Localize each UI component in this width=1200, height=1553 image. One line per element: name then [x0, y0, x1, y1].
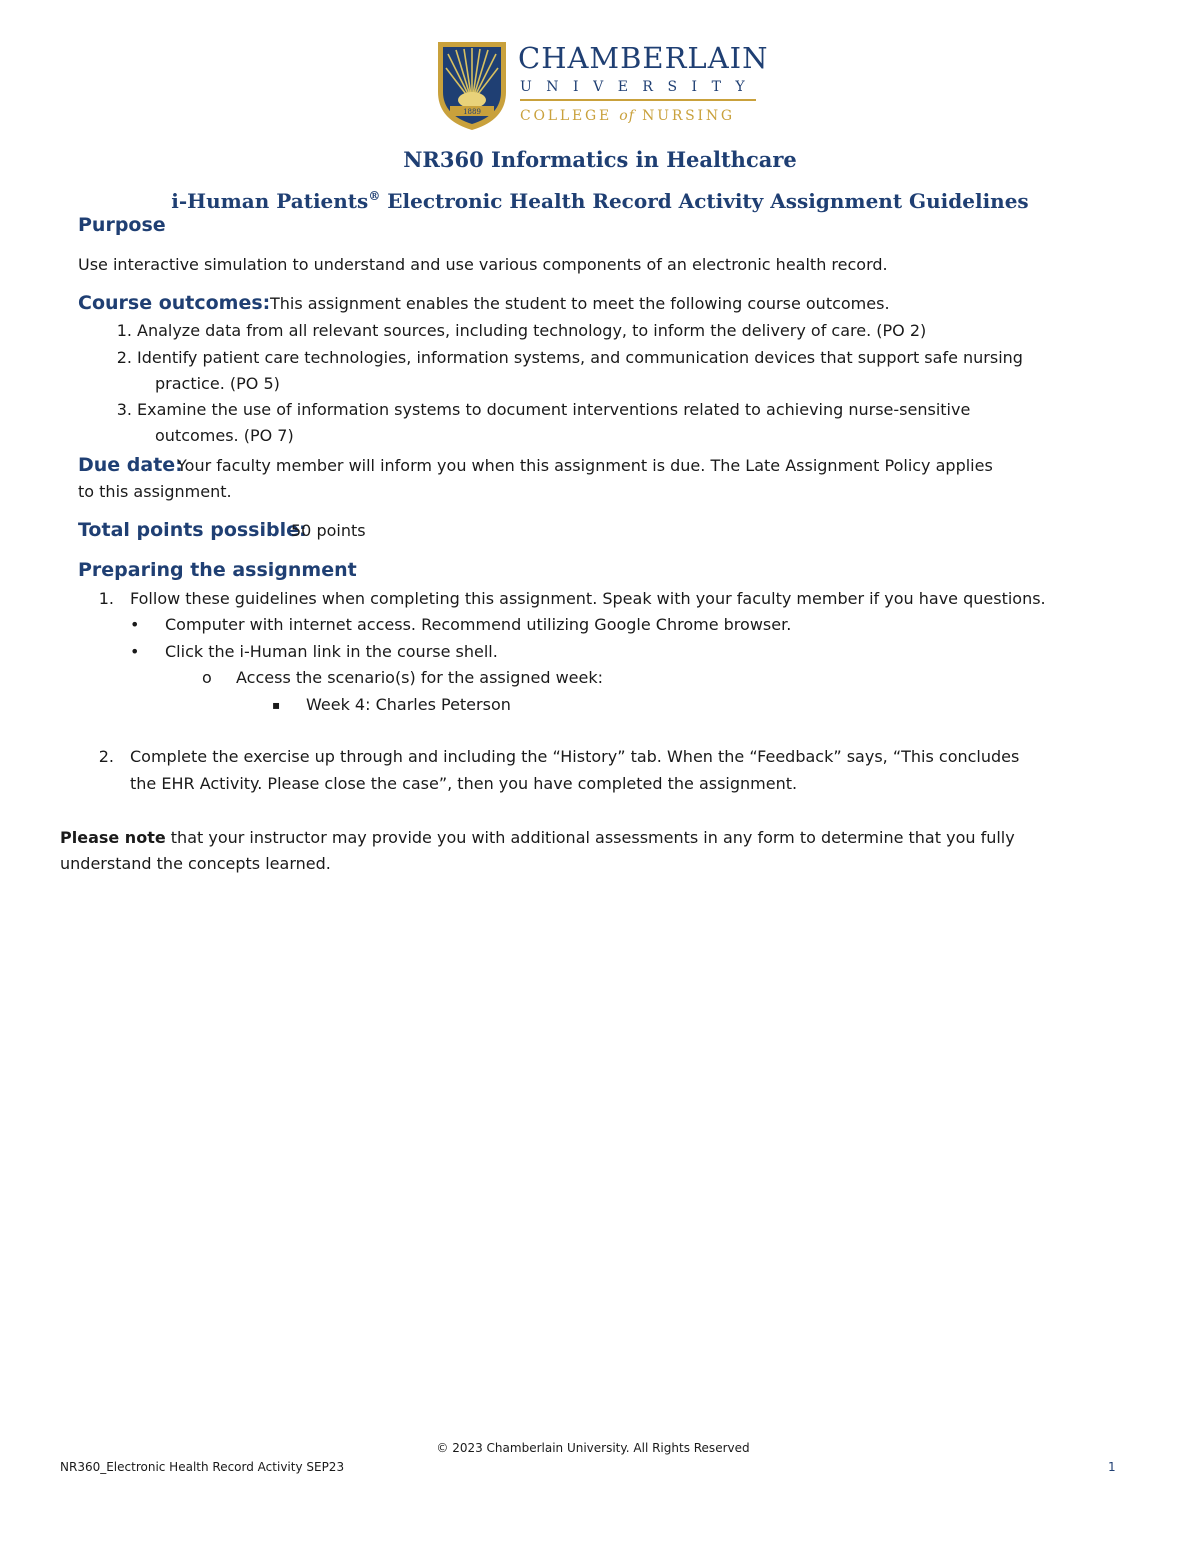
scenario-item: Week 4: Charles Peterson: [306, 695, 511, 714]
course-title: NR360 Informatics in Healthcare: [403, 147, 797, 172]
bullet-icon: •: [130, 615, 140, 634]
outcomes-heading: Course outcomes:: [78, 292, 271, 314]
purpose-text: Use interactive simulation to understand and use various components of an electronic health record.: [78, 255, 888, 274]
outcome-number: 2.: [116, 348, 132, 367]
footer-doc-name: NR360_Electronic Health Record Activity SEP23: [60, 1460, 345, 1474]
square-bullet-icon: ▪: [272, 698, 281, 712]
outcome-text-cont: outcomes. (PO 7): [155, 426, 294, 445]
outcomes-intro: This assignment enables the student to meet the following course outcomes.: [270, 294, 890, 313]
sub-bullet-icon: o: [202, 668, 212, 687]
step-number: 2.: [98, 747, 114, 766]
step-text: Follow these guidelines when completing this assignment. Speak with your faculty member if you have questions.: [130, 589, 1046, 608]
logo-divider: [520, 99, 756, 101]
bullet-item: Computer with internet access. Recommend utilizing Google Chrome browser.: [165, 615, 792, 634]
due-date-text: Your faculty member will inform you when this assignment is due. The Late Assignment Policy applies: [177, 456, 993, 475]
university-logo: [436, 40, 769, 132]
outcome-number: 3.: [116, 400, 132, 419]
preparing-heading: Preparing the assignment: [78, 559, 357, 581]
logo-name: CHAMBERLAIN: [518, 41, 769, 75]
logo-year: 1889: [463, 108, 481, 116]
outcome-number: 1.: [116, 321, 132, 340]
purpose-heading: Purpose: [78, 214, 166, 236]
due-date-text-cont: to this assignment.: [78, 482, 232, 501]
step-number: 1.: [98, 589, 114, 608]
assignment-title: i-Human Patients® Electronic Health Record Activity Assignment Guidelines: [171, 189, 1029, 213]
sub-bullet-item: Access the scenario(s) for the assigned week:: [236, 668, 604, 687]
logo-university: UNIVERSITY: [520, 79, 760, 95]
step-text-cont: the EHR Activity. Please close the case”, then you have completed the assignment.: [130, 774, 798, 793]
page-number: 1: [1108, 1460, 1116, 1474]
outcome-text: Analyze data from all relevant sources, including technology, to inform the delivery of care. (PO 2): [137, 321, 927, 340]
bullet-icon: •: [130, 642, 140, 661]
bullet-item: Click the i-Human link in the course shell.: [165, 642, 498, 661]
logo-college: COLLEGE of NURSING: [520, 108, 735, 124]
outcome-text-cont: practice. (PO 5): [155, 374, 280, 393]
outcome-text: Examine the use of information systems to document interventions related to achieving nurse-sensitive: [137, 400, 971, 419]
outcome-text: Identify patient care technologies, information systems, and communication devices that support safe nursing: [137, 348, 1023, 367]
points-heading: Total points possible:: [78, 519, 307, 541]
due-date-heading: Due date:: [78, 454, 183, 476]
step-text: Complete the exercise up through and including the “History” tab. When the “Feedback” says, “This concludes: [130, 747, 1020, 766]
note-text-cont: understand the concepts learned.: [60, 854, 331, 873]
note-text: Please note that your instructor may provide you with additional assessments in any form to determine that you fully: [60, 828, 1015, 847]
shield-crest-icon: [436, 40, 508, 132]
copyright: © 2023 Chamberlain University. All Rights Reserved: [436, 1441, 750, 1455]
points-value: 50 points: [291, 521, 366, 540]
